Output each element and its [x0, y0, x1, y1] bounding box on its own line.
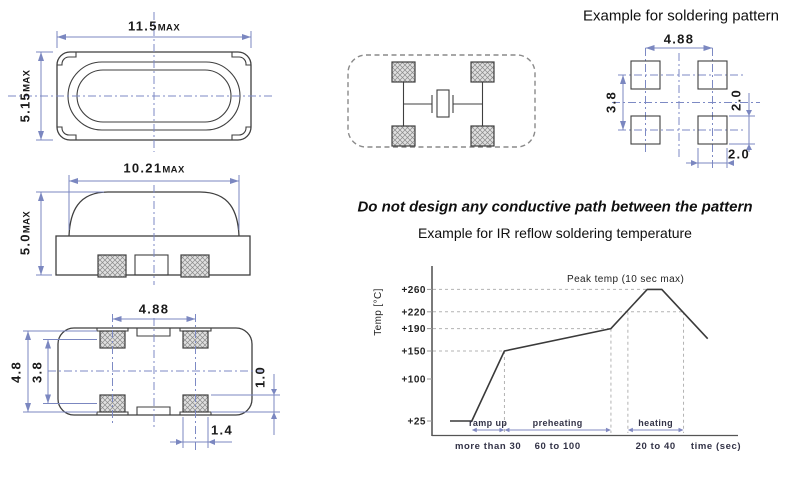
dim-pattern-pad-width: 2.0: [728, 146, 750, 162]
y-tick-label: +25: [407, 416, 426, 428]
dim-bottomview-pad-pitch: 4.88: [138, 301, 170, 317]
phase-label: ramp up: [468, 418, 508, 428]
arrow-left-icon: [472, 428, 477, 432]
reflow-chart-title: Example for IR reflow soldering temperature: [418, 225, 692, 241]
dim-topview-height: 5.15 MAX: [17, 69, 33, 123]
y-tick-label: +220: [401, 307, 426, 319]
y-tick-label: +150: [401, 346, 426, 358]
y-tick-label: +260: [401, 284, 426, 296]
phase-duration-label: 20 to 40: [635, 441, 676, 452]
y-axis-label: Temp [°C]: [373, 288, 384, 336]
arrow-left-icon: [504, 428, 509, 432]
dim-topview-width: 11.5 MAX: [127, 18, 181, 34]
dim-bottomview-pad-width: 1.4: [211, 422, 233, 438]
arrow-right-icon: [606, 428, 611, 432]
soldering-pattern-title: Example for soldering pattern: [583, 7, 779, 25]
phase-label: heating: [638, 418, 674, 428]
dim-sideview-width: 10.21 MAX: [123, 160, 185, 176]
dim-pattern-pad-height: 2.0: [728, 89, 744, 111]
dim-bottomview-outer-span: 4.8: [8, 361, 24, 383]
arrow-right-icon: [679, 428, 684, 432]
dim-bottomview-inner-span: 3.8: [29, 361, 45, 383]
peak-temp-annotation: Peak temp (10 sec max): [567, 274, 685, 285]
dim-sideview-height: 5.0 MAX: [17, 210, 33, 256]
arrow-left-icon: [628, 428, 633, 432]
temperature-curve: [450, 289, 708, 421]
dim-bottomview-pad-height: 1.0: [252, 366, 268, 388]
y-tick-label: +100: [401, 374, 426, 386]
arrow-right-icon: [499, 428, 504, 432]
dim-pattern-row-pitch: 3.8: [603, 91, 619, 113]
dim-pattern-pad-pitch: 4.88: [663, 31, 695, 47]
conductive-path-warning: Do not design any conductive path between the pattern: [357, 198, 753, 216]
phase-duration-label: 60 to 100: [534, 441, 581, 452]
phase-duration-label: more than 30: [454, 441, 522, 452]
phase-label: preheating: [532, 418, 583, 428]
y-tick-label: +190: [401, 324, 426, 336]
x-axis-label: time (sec): [690, 441, 742, 452]
